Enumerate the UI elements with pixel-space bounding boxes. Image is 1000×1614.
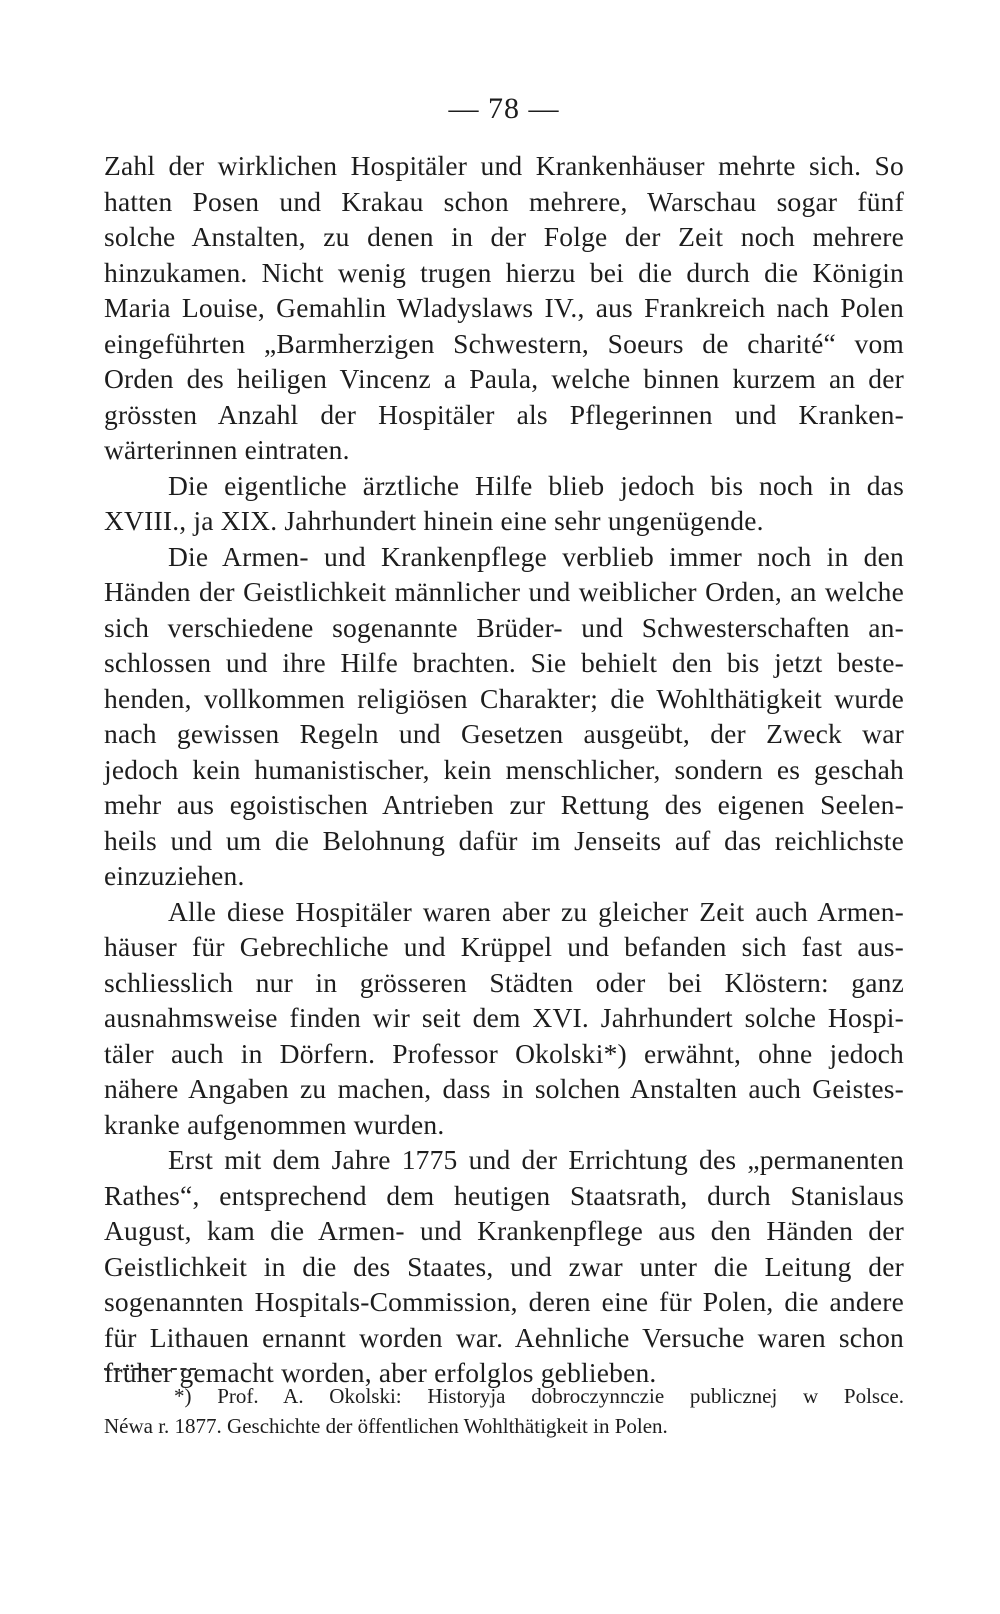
text-line: Zahl der wirklichen Hospitäler und Krankenhäuser mehrte sich. So xyxy=(104,150,904,181)
paragraph xyxy=(104,894,904,1143)
footnote-divider xyxy=(104,1368,196,1370)
text-line: häuser für Gebrechliche und Krüppel und befanden sich fast aus- xyxy=(104,931,904,962)
text-line: henden, vollkommen religiösen Charakter; die Wohlthätigkeit wurde xyxy=(104,682,904,714)
text-line: heils und um die Belohnung dafür im Jenseits auf das reichlichste xyxy=(104,824,904,856)
text-line: Orden des heiligen Vincenz a Paula, welche binnen kurzem an der xyxy=(104,363,904,394)
document-page xyxy=(104,0,904,1614)
text-line: Händen der Geistlichkeit männlicher und weiblicher Orden, an welche xyxy=(104,576,904,607)
text-line: mehr aus egoistischen Antrieben zur Rettung des eigenen Seelen- xyxy=(104,789,904,820)
text-line: einzuziehen. xyxy=(104,860,245,891)
text-line: Maria Louise, Gemahlin Wladyslaws IV., aus Frankreich nach Polen xyxy=(104,292,904,323)
text-line: solche Anstalten, zu denen in der Folge der Zeit noch mehrere xyxy=(104,221,904,252)
text-line: eingeführten „Barmherzigen Schwestern, Soeurs de charité“ vom xyxy=(104,327,904,359)
footnote-line: *) Prof. A. Okolski: Historyja dobroczynnczie publicznej w Polsce. xyxy=(174,1384,904,1408)
text-line: Alle diese Hospitäler waren aber zu gleicher Zeit auch Armen- xyxy=(168,895,904,927)
text-line: für Lithauen ernannt worden war. Aehnliche Versuche waren schon xyxy=(104,1321,904,1353)
paragraph xyxy=(104,539,904,894)
text-line: kranke aufgenommen wurden. xyxy=(104,1108,445,1140)
body-text xyxy=(104,148,904,1391)
text-line: grössten Anzahl der Hospitäler als Pflegerinnen und Kranken- xyxy=(104,398,904,430)
text-line: Geistlichkeit in die des Staates, und zwar unter die Leitung der xyxy=(104,1250,904,1282)
text-line: August, kam die Armen- und Krankenpflege aus den Händen der xyxy=(104,1215,904,1246)
paragraph xyxy=(104,468,904,539)
text-line: früher gemacht worden, aber erfolglos geblieben. xyxy=(104,1357,657,1388)
text-line: wärterinnen eintraten. xyxy=(104,434,350,465)
text-line: Die eigentliche ärztliche Hilfe blieb jedoch bis noch in das xyxy=(168,469,904,501)
footnote-line: Néwa r. 1877. Geschichte der öffentlichen Wohlthätigkeit in Polen. xyxy=(104,1414,668,1438)
paragraph xyxy=(104,148,904,468)
text-line: nähere Angaben zu machen, dass in solchen Anstalten auch Geistes- xyxy=(104,1073,904,1104)
text-line: jedoch kein humanistischer, kein menschlicher, sondern es geschah xyxy=(104,753,904,785)
text-line: ausnahmsweise finden wir seit dem XVI. Jahrhundert solche Hospi- xyxy=(104,1002,904,1033)
text-line: schlossen und ihre Hilfe brachten. Sie behielt den bis jetzt beste- xyxy=(104,647,904,678)
footnote xyxy=(104,1381,904,1441)
text-line: nach gewissen Regeln und Gesetzen ausgeübt, der Zweck war xyxy=(104,718,904,749)
text-line: sich verschiedene sogenannte Brüder- und Schwesterschaften an- xyxy=(104,611,904,643)
paragraph xyxy=(104,1142,904,1391)
text-line: XVIII., ja XIX. Jahrhundert hinein eine sehr ungenügende. xyxy=(104,505,764,536)
text-line: schliesslich nur in grösseren Städten oder bei Klöstern: ganz xyxy=(104,966,904,998)
text-line: hatten Posen und Krakau schon mehrere, Warschau sogar fünf xyxy=(104,185,904,217)
text-line: täler auch in Dörfern. Professor Okolski*) erwähnt, ohne jedoch xyxy=(104,1037,904,1069)
page-number: — 78 — xyxy=(448,92,560,125)
text-line: Erst mit dem Jahre 1775 und der Errichtung des „permanenten xyxy=(168,1144,904,1175)
text-line: sogenannten Hospitals-Commission, deren eine für Polen, die andere xyxy=(104,1286,904,1317)
text-line: Rathes“, entsprechend dem heutigen Staatsrath, durch Stanislaus xyxy=(104,1179,904,1211)
text-line: hinzukamen. Nicht wenig trugen hierzu bei die durch die Königin xyxy=(104,256,904,288)
text-line: Die Armen- und Krankenpflege verblieb immer noch in den xyxy=(168,540,904,572)
